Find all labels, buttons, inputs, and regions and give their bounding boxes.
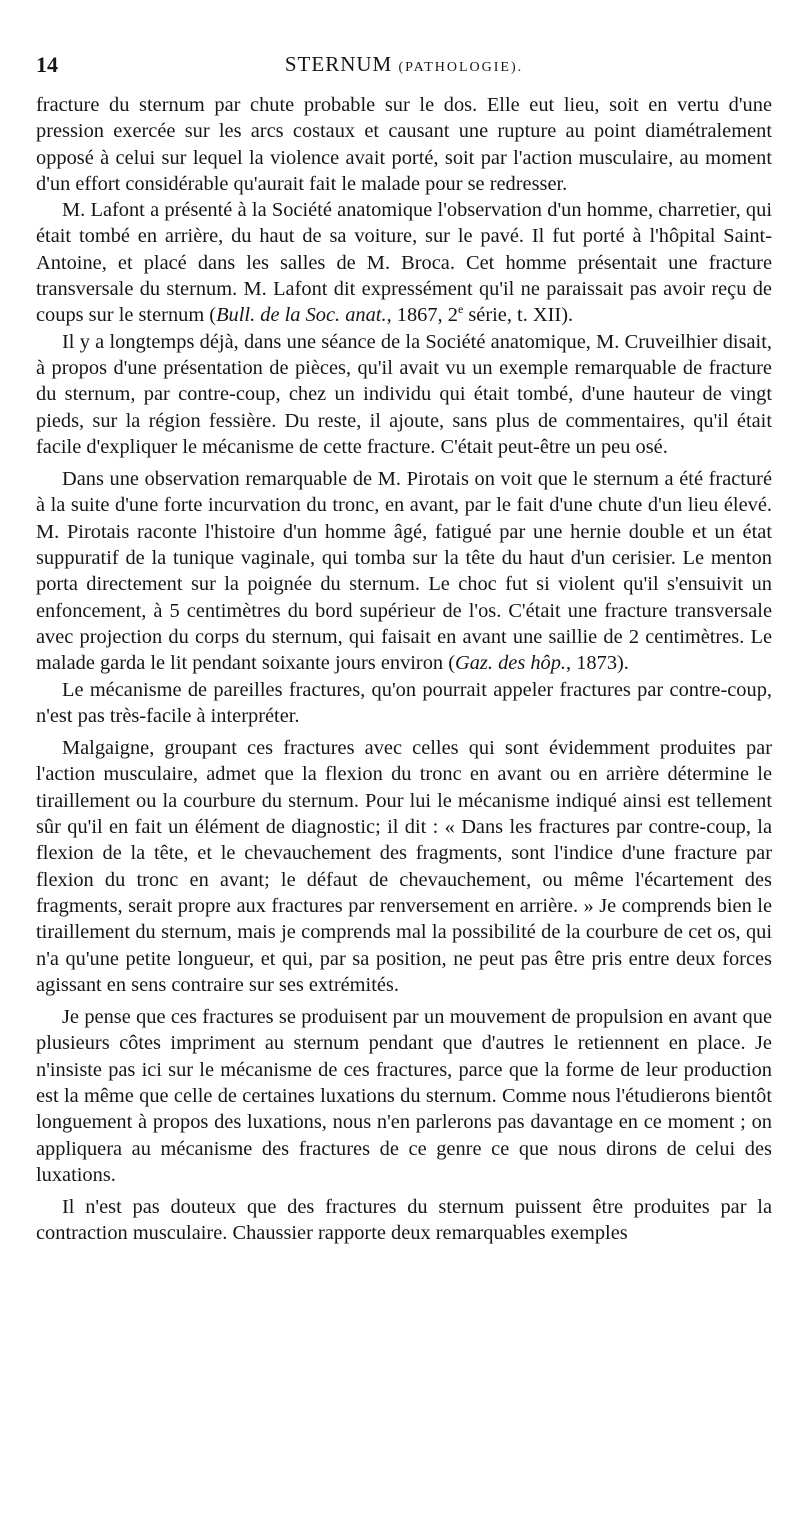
header-title: STERNUM xyxy=(284,52,393,76)
superscript: e xyxy=(457,302,464,317)
paragraph-text: Il n'est pas douteux que des fractures du sternum puissent être produites par la contraction musculaire. Chaussier rapporte deux remarquables exemples xyxy=(36,1196,772,1245)
running-header xyxy=(36,52,772,92)
citation-detail: série, t. XII). xyxy=(463,304,574,327)
paragraph-3 xyxy=(36,329,772,460)
paragraph-6 xyxy=(36,735,772,998)
book-page xyxy=(36,52,772,1247)
page-number: 14 xyxy=(36,52,58,77)
running-title xyxy=(36,52,772,77)
citation: Gaz. des hôp. xyxy=(455,652,567,675)
header-subtitle: (PATHOLOGIE). xyxy=(398,60,524,75)
paragraph-text: M. Lafont a présenté à la Société anatomique l'observation d'un homme, charretier, qui était tombé en arrière, du haut de sa voiture, sur le pavé. Il fut porté à l'hôpital Saint-Antoine, et placé dans les salles de M. Broca. Cet homme présentait une fracture transversale du sternum. M. Lafont dit expressément qu'il ne paraissait pas avoir reçu de coups sur le sternum ( xyxy=(36,199,772,327)
paragraph-8 xyxy=(36,1194,772,1247)
paragraph-text: fracture du sternum par chute probable sur le dos. Elle eut lieu, soit en vertu d'une pression exercée sur les arcs costaux et causant une rupture au point diamétralement opposé à celui sur lequel la violence avait porté, soit par l'action musculaire, au moment d'un effort considérable qu'aurait fait le malade pour se redresser. xyxy=(36,94,772,195)
paragraph-text: Il y a longtemps déjà, dans une séance de la Société anatomique, M. Cruveilhier disait, à propos d'une présentation de pièces, qu'il avait vu un exemple remarquable de fracture du sternum, par contre-coup, chez un individu qui était tombé, d'une hauteur de vingt pieds, sur la région fessière. Du reste, il ajoute, sans plus de commentaires, qu'il était facile d'expliquer le mécanisme de cette fracture. C'était peut-être un peu osé. xyxy=(36,330,772,458)
paragraph-1 xyxy=(36,92,772,197)
paragraph-7 xyxy=(36,1004,772,1188)
body-text xyxy=(36,92,772,1247)
paragraph-text: Le mécanisme de pareilles fractures, qu'on pourrait appeler fractures par contre-coup, n'est pas très-facile à interpréter. xyxy=(36,678,772,727)
citation: Bull. de la Soc. anat. xyxy=(216,304,387,327)
citation-detail: , 1873). xyxy=(566,652,629,675)
paragraph-5 xyxy=(36,677,772,730)
paragraph-text: Je pense que ces fractures se produisent par un mouvement de propulsion en avant que plusieurs côtes impriment au sternum pendant que d'autres le retiennent en place. Je n'insiste pas ici sur le mécanisme de ces fractures, parce que la forme de leur production est la même que celle de certaines luxations du sternum. Comme nous l'étudierons bientôt longuement à propos des luxations, nous n'en parlerons pas davantage en ce moment ; on appliquera au mécanisme des fractures de ce genre ce que nous dirons de celui des luxations. xyxy=(36,1006,772,1186)
paragraph-text: Dans une observation remarquable de M. Pirotais on voit que le sternum a été fracturé à la suite d'une forte incurvation du tronc, en avant, par le fait d'une chute d'un lieu élevé. M. Pirotais raconte l'histoire d'un homme âgé, fatigué par une hernie double et un état suppuratif de la tunique vaginale, qui tomba sur la tête du haut d'un cerisier. Le menton porta directement sur la poignée du sternum. Le choc fut si violent qu'il s'ensuivit un enfoncement, à 5 centimètres du bord supérieur de l'os. C'était une fracture transversale avec projection du corps du sternum, qui faisait en avant une saillie de 2 centimètres. Le malade garda le lit pendant soixante jours environ ( xyxy=(36,468,772,675)
paragraph-text: Malgaigne, groupant ces fractures avec celles qui sont évidemment produites par l'action musculaire, admet que la flexion du tronc en avant ou en arrière détermine le tiraillement ou la courbure du sternum. Pour lui le mécanisme indiqué ainsi est tellement sûr qu'il en fait un élément de diagnostic; il dit : « Dans les fractures par contre-coup, la flexion de la tête, et le chevauchement des fragments, sont l'indice d'une fracture par flexion du tronc en avant; le défaut de chevauchement, ou même l'écartement des fragments, serait propre aux fractures par renversement en arrière. » Je comprends bien le tiraillement du sternum, mais je comprends mal la possibilité de la courbure de cet os, qui n'a qu'une petite longueur, et qui, par sa position, ne peut pas être pris entre deux forces agissant en sens contraire sur ses extrémités. xyxy=(36,737,772,996)
citation-detail: , 1867, 2 xyxy=(386,304,458,327)
paragraph-4 xyxy=(36,466,772,676)
paragraph-2 xyxy=(36,197,772,328)
